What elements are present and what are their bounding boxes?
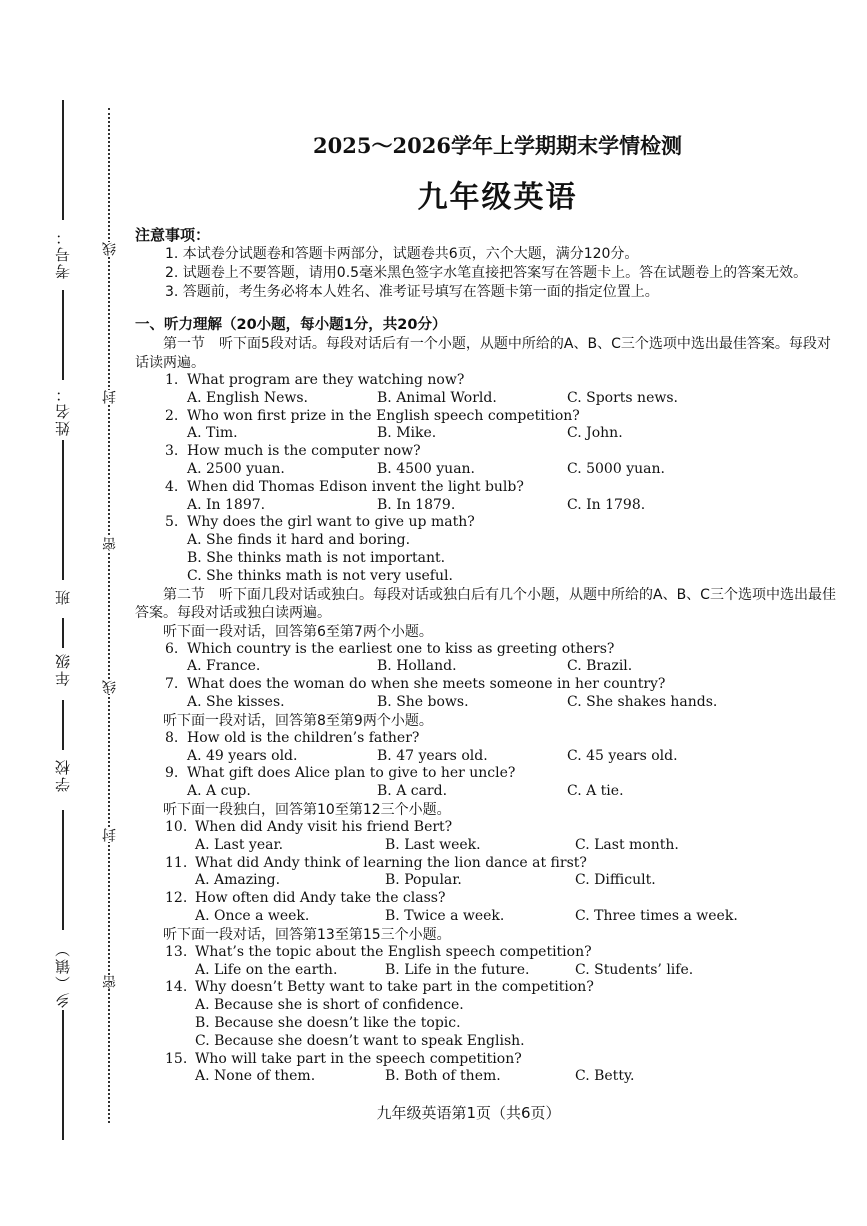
question-item bbox=[135, 890, 840, 926]
option-a: A. Once a week. bbox=[195, 907, 310, 924]
name-line bbox=[62, 290, 64, 380]
question-text: When did Thomas Edison invent the light bulb? bbox=[187, 478, 524, 495]
question-item bbox=[135, 765, 840, 801]
option-b: B. She thinks math is not important. bbox=[187, 549, 446, 566]
class-line bbox=[62, 440, 64, 580]
seal-word-secret-2: 密 bbox=[102, 975, 118, 989]
option-b: B. In 1879. bbox=[377, 496, 456, 513]
question-item bbox=[135, 514, 840, 585]
question-list-8-9 bbox=[135, 730, 840, 801]
question-item bbox=[135, 1051, 840, 1087]
option-b: B. She bows. bbox=[377, 693, 469, 710]
question-options bbox=[135, 694, 840, 712]
option-a: A. France. bbox=[187, 658, 261, 675]
binding-strip bbox=[0, 0, 130, 1226]
town-label: 乡（镇） bbox=[54, 940, 72, 1008]
question-stem bbox=[135, 676, 840, 694]
question-text: How old is the children’s father? bbox=[187, 729, 420, 746]
question-text: Why doesn’t Betty want to take part in the competition? bbox=[195, 979, 594, 996]
question-number: 1. bbox=[165, 372, 179, 388]
question-options bbox=[135, 748, 840, 766]
question-number: 9. bbox=[165, 765, 179, 782]
option-a: A. Tim. bbox=[187, 425, 238, 442]
town-line bbox=[62, 810, 64, 930]
option-c: C. Three times a week. bbox=[575, 907, 738, 924]
option-c: C. Difficult. bbox=[575, 872, 656, 889]
question-number: 5. bbox=[165, 514, 179, 531]
option-c: C. John. bbox=[567, 425, 623, 442]
question-text: Which country is the earliest one to kiss as greeting others? bbox=[187, 640, 615, 657]
option-c: C. 45 years old. bbox=[567, 747, 678, 764]
option-a: A. Last year. bbox=[195, 836, 284, 853]
option-c: C. A tie. bbox=[567, 783, 624, 800]
option-c: C. 5000 yuan. bbox=[567, 460, 665, 477]
question-stem bbox=[135, 979, 840, 997]
question-options bbox=[135, 783, 840, 801]
notice-item-1: 1. 本试卷分试题卷和答题卡两部分，试题卷共6页，六个大题，满分120分。 bbox=[165, 246, 639, 262]
question-number: 3. bbox=[165, 443, 179, 460]
question-number: 13. bbox=[165, 943, 188, 960]
option-a: A. 2500 yuan. bbox=[187, 460, 285, 477]
question-stem bbox=[135, 372, 840, 390]
instruction-13-15: 听下面一段对话，回答第13至第15三个小题。 bbox=[163, 926, 451, 943]
question-stem bbox=[135, 514, 840, 532]
notice-heading: 注意事项： bbox=[135, 226, 211, 244]
question-options bbox=[135, 497, 840, 515]
seal-word-secret: 密 bbox=[102, 537, 118, 551]
option-c: C. In 1798. bbox=[567, 496, 646, 513]
seal-dotted-line bbox=[108, 108, 110, 1123]
option-b: B. Life in the future. bbox=[385, 961, 530, 978]
question-options bbox=[135, 1068, 840, 1086]
question-item bbox=[135, 408, 840, 444]
option-b: B. Last week. bbox=[385, 836, 481, 853]
option-a: A. In 1897. bbox=[187, 496, 266, 513]
question-stem bbox=[135, 641, 840, 659]
seal-word-seal: 封 bbox=[102, 390, 118, 404]
page-footer: 九年级英语第1页（共6页） bbox=[376, 1104, 561, 1122]
grade-line bbox=[62, 618, 64, 648]
question-options bbox=[135, 390, 840, 408]
school-label: 学校 bbox=[54, 758, 72, 792]
question-text: How often did Andy take the class? bbox=[195, 890, 446, 907]
exam-content bbox=[135, 130, 840, 1086]
question-list-6-7 bbox=[135, 641, 840, 712]
exam-title: 2025～2026学年上学期期末学情检测 bbox=[313, 133, 682, 158]
question-stem bbox=[135, 730, 840, 748]
notice-item-2: 2. 试题卷上不要答题，请用0.5毫米黑色签字水笔直接把答案写在答题卡上。答在试题卷上的答案无效。 bbox=[165, 265, 808, 281]
question-number: 10. bbox=[165, 818, 188, 835]
option-c: C. Sports news. bbox=[567, 389, 678, 406]
question-text: Who will take part in the speech competition? bbox=[195, 1050, 522, 1067]
question-stem bbox=[135, 819, 840, 837]
question-stem bbox=[135, 408, 840, 426]
question-text: Why does the girl want to give up math? bbox=[187, 514, 475, 531]
option-c: C. She thinks math is not very useful. bbox=[187, 567, 453, 584]
question-options bbox=[135, 962, 840, 980]
seal-word-line-2: 线 bbox=[102, 680, 118, 694]
question-options bbox=[135, 425, 840, 443]
question-number: 11. bbox=[165, 854, 188, 871]
question-item bbox=[135, 979, 840, 1050]
question-text: What does the woman do when she meets someone in her country? bbox=[187, 676, 666, 693]
question-stem bbox=[135, 479, 840, 497]
subject-title: 九年级英语 bbox=[417, 180, 578, 215]
question-number: 6. bbox=[165, 640, 179, 657]
question-options bbox=[135, 872, 840, 890]
option-a: A. English News. bbox=[187, 389, 308, 406]
grade-label: 年级 bbox=[54, 652, 72, 686]
instruction-10-12: 听下面一段独白，回答第10至第12三个小题。 bbox=[163, 801, 451, 818]
question-list-13-15 bbox=[135, 944, 840, 1086]
question-item bbox=[135, 676, 840, 712]
question-text: How much is the computer now? bbox=[187, 443, 421, 460]
question-item bbox=[135, 479, 840, 515]
option-a: A. She kisses. bbox=[187, 693, 285, 710]
question-number: 7. bbox=[165, 676, 179, 693]
option-c: C. Brazil. bbox=[567, 658, 633, 675]
option-a: A. Life on the earth. bbox=[195, 961, 338, 978]
question-list-section1 bbox=[135, 372, 840, 586]
question-stem bbox=[135, 1051, 840, 1069]
section1-intro: 第一节 听下面5段对话。每段对话后有一个小题，从题中所给的A、B、C三个选项中选出最佳答案。每段对话读两遍。 bbox=[135, 336, 831, 371]
question-item bbox=[135, 372, 840, 408]
question-number: 12. bbox=[165, 890, 188, 907]
option-c: C. Last month. bbox=[575, 836, 679, 853]
question-text: What program are they watching now? bbox=[187, 372, 465, 388]
question-text: When did Andy visit his friend Bert? bbox=[195, 818, 453, 835]
notice-item-3: 3. 答题前，考生务必将本人姓名、准考证号填写在答题卡第一面的指定位置上。 bbox=[165, 284, 659, 300]
question-item bbox=[135, 944, 840, 980]
option-b: B. Both of them. bbox=[385, 1068, 501, 1085]
question-options bbox=[135, 658, 840, 676]
question-number: 14. bbox=[165, 979, 188, 996]
option-c: C. Betty. bbox=[575, 1068, 635, 1085]
question-number: 4. bbox=[165, 478, 179, 495]
exam-number-line bbox=[62, 100, 64, 220]
option-a: A. None of them. bbox=[195, 1068, 316, 1085]
question-options bbox=[135, 461, 840, 479]
question-stem bbox=[135, 765, 840, 783]
question-list-10-12 bbox=[135, 819, 840, 926]
seal-word-line: 线 bbox=[102, 242, 118, 256]
question-item bbox=[135, 730, 840, 766]
question-stem bbox=[135, 855, 840, 873]
option-b: B. Mike. bbox=[377, 425, 437, 442]
question-text: Who won first prize in the English speech competition? bbox=[187, 407, 580, 424]
option-b: B. Holland. bbox=[377, 658, 457, 675]
question-options bbox=[135, 908, 840, 926]
question-options bbox=[135, 532, 840, 585]
option-c: C. Because she doesn’t want to speak English. bbox=[195, 1032, 525, 1049]
question-stem bbox=[135, 443, 840, 461]
option-b: B. A card. bbox=[377, 783, 448, 800]
instruction-8-9: 听下面一段对话，回答第8至第9两个小题。 bbox=[163, 712, 433, 729]
option-a: A. A cup. bbox=[187, 783, 251, 800]
option-a: A. Because she is short of confidence. bbox=[195, 997, 464, 1014]
question-item bbox=[135, 641, 840, 677]
option-a: A. Amazing. bbox=[195, 872, 281, 889]
option-a: A. She finds it hard and boring. bbox=[187, 532, 411, 549]
question-number: 15. bbox=[165, 1050, 188, 1067]
school-line bbox=[62, 700, 64, 750]
question-item bbox=[135, 443, 840, 479]
part1-heading: 一、听力理解（20小题，每小题1分，共20分） bbox=[135, 317, 447, 333]
option-b: B. Popular. bbox=[385, 872, 462, 889]
seal-word-seal-2: 封 bbox=[102, 828, 118, 842]
question-stem bbox=[135, 944, 840, 962]
option-c: C. Students’ life. bbox=[575, 961, 694, 978]
section2-intro: 第二节 听下面几段对话或独白。每段对话或独白后有几个小题，从题中所给的A、B、C三个选项中选出最佳答案。每段对话或独白读两遍。 bbox=[135, 586, 836, 622]
exam-number-label: 考号： bbox=[54, 228, 72, 279]
question-item bbox=[135, 855, 840, 891]
option-c: C. She shakes hands. bbox=[567, 693, 718, 710]
option-b: B. 47 years old. bbox=[377, 747, 488, 764]
option-b: B. Because she doesn’t like the topic. bbox=[195, 1014, 461, 1031]
question-options bbox=[135, 997, 840, 1050]
instruction-6-7: 听下面一段对话，回答第6至第7两个小题。 bbox=[163, 623, 433, 640]
question-options bbox=[135, 837, 840, 855]
question-text: What’s the topic about the English speech competition? bbox=[195, 943, 592, 960]
question-text: What gift does Alice plan to give to her uncle? bbox=[187, 765, 516, 782]
class-label: 班 bbox=[54, 588, 72, 605]
name-label: 姓名： bbox=[54, 385, 72, 436]
option-b: B. 4500 yuan. bbox=[377, 460, 476, 477]
question-item bbox=[135, 819, 840, 855]
question-stem bbox=[135, 890, 840, 908]
option-b: B. Animal World. bbox=[377, 389, 497, 406]
question-text: What did Andy think of learning the lion dance at first? bbox=[195, 854, 587, 871]
question-number: 8. bbox=[165, 729, 179, 746]
notice-block bbox=[135, 226, 840, 302]
option-b: B. Twice a week. bbox=[385, 907, 505, 924]
question-number: 2. bbox=[165, 407, 179, 424]
option-a: A. 49 years old. bbox=[187, 747, 298, 764]
